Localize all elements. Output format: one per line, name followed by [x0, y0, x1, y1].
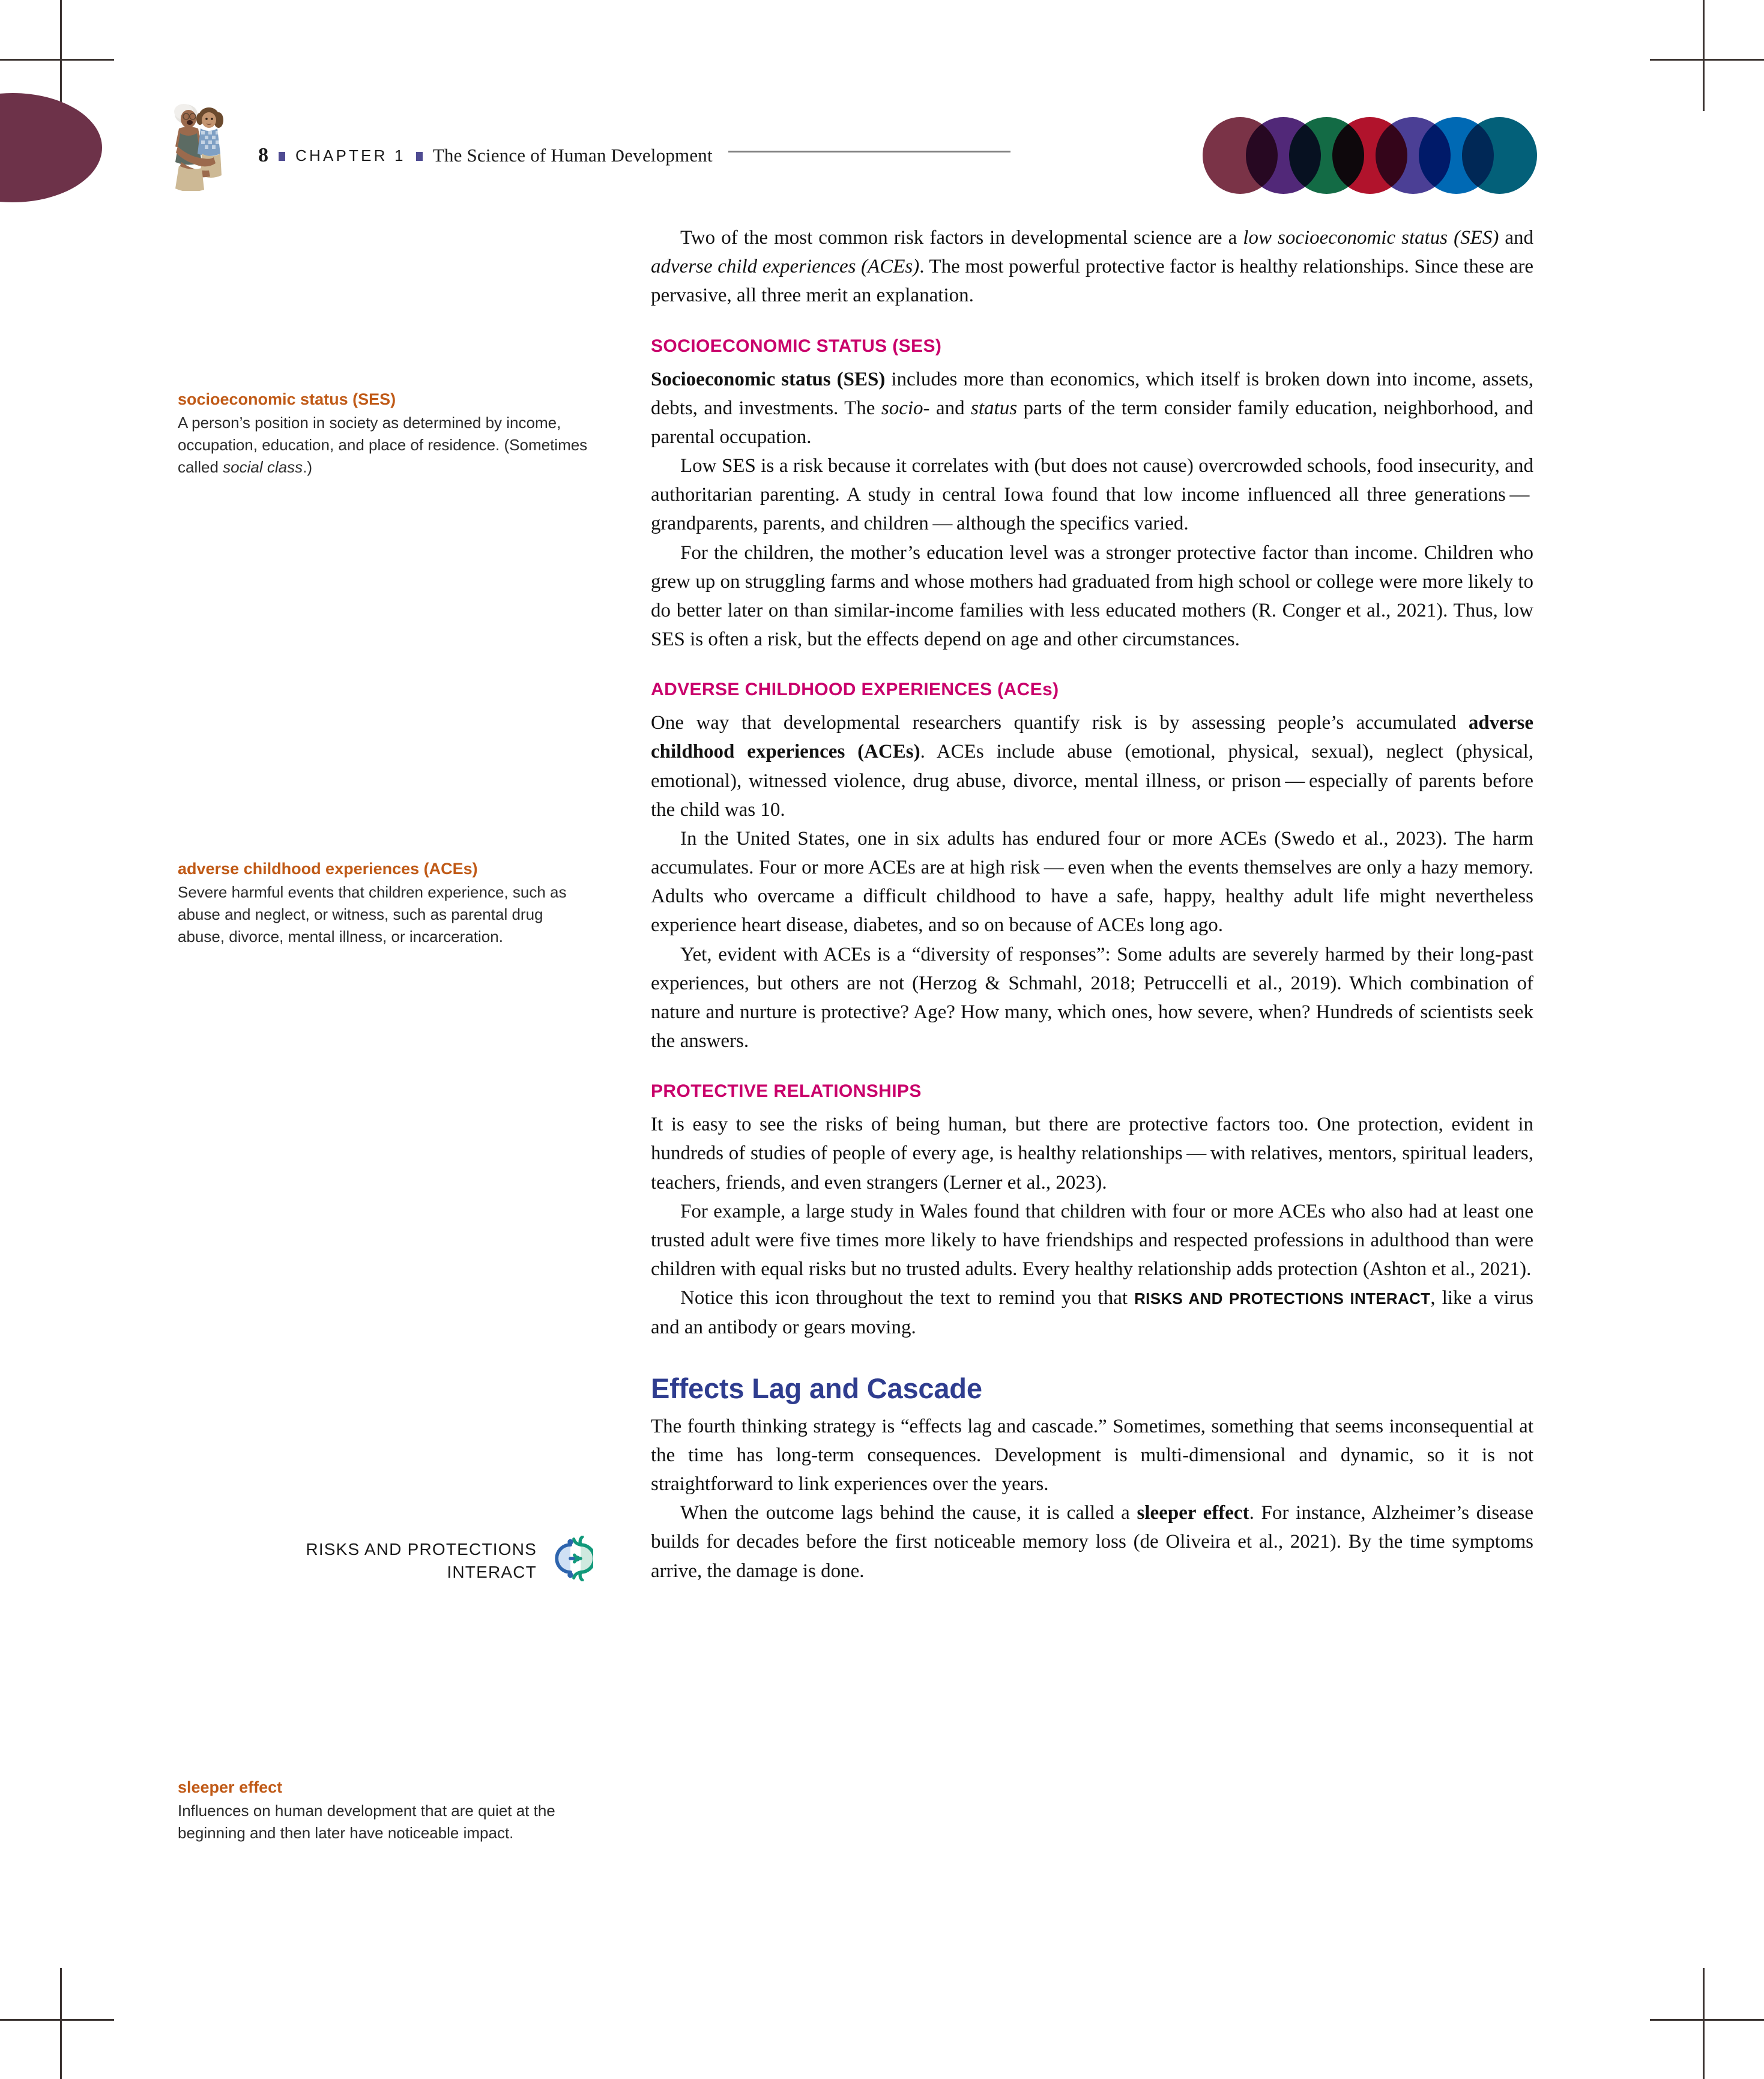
section-heading-socioeconomic-status: SOCIOECONOMIC STATUS (SES) — [651, 336, 942, 356]
section-heading-protective-relationships: PROTECTIVE RELATIONSHIPS — [651, 1081, 922, 1102]
paragraph-aces-1: One way that developmental researchers quantify risk is by assessing people’s accumulated adverse childhood experiences (ACEs). ACEs include abuse (emotional, physical, sexual), neglect (physical, emotional), witnessed violence, drug abuse, divorce, mental illness, or prison — especially of parents before the child was 10. — [651, 712, 1533, 821]
callout-label-line-1: RISKS AND PROTECTIONS — [306, 1540, 537, 1558]
header-square-right-icon — [416, 152, 423, 161]
header-dot-7 — [1462, 117, 1537, 194]
crop-mark-top-right-vertical — [1703, 0, 1705, 111]
header-photo-grandmother-and-child — [165, 101, 227, 191]
glossary-term: adverse childhood experiences (ACEs) — [178, 860, 478, 878]
paragraph-protective-1: It is easy to see the risks of being human, but there are protective factors too. One protection, evident in hundreds of studies of people of every age, is healthy relationships — with relatives, mentors, spiritual leaders, teachers, friends, and even strangers (Lerner et al., 2023). — [651, 1114, 1533, 1193]
header-maroon-blob — [0, 93, 102, 202]
glossary-term: sleeper effect — [178, 1778, 283, 1796]
paragraph-effects-2: When the outcome lags behind the cause, it is called a sleeper effect. For instance, Alzheimer’s disease builds for decades before the first noticeable memory loss (de Oliveira et al., 2021). By the time symptoms arrive, the damage is done. — [651, 1502, 1533, 1582]
crop-mark-top-right-horizontal — [1650, 59, 1764, 61]
header-square-left-icon — [279, 152, 285, 161]
crop-mark-top-left-horizontal — [0, 59, 114, 61]
crop-mark-top-left-vertical — [60, 0, 62, 111]
paragraph-ses-2: Low SES is a risk because it correlates with (but does not cause) overcrowded schools, food insecurity, and authoritarian parenting. A study in central Iowa found that low income influenced all three generations — grandparents, parents, and children — although the specifics varied. — [651, 455, 1533, 535]
glossary-definition: A person’s position in society as determined by income, occupation, education, and place of residence. (Sometimes called social class.) — [178, 414, 588, 476]
chapter-label: CHAPTER 1 — [295, 146, 406, 164]
glossary-definition: Influences on human development that are quiet at the beginning and then later have noticeable impact. — [178, 1802, 555, 1842]
major-heading-effects-lag-and-cascade: Effects Lag and Cascade — [651, 1372, 982, 1404]
risks-and-protections-interact-callout — [178, 1536, 593, 1584]
glossary-definition: Severe harmful events that children experience, such as abuse and neglect, or witness, such as parental drug abuse, divorce, mental illness, or incarceration. — [178, 883, 567, 946]
crop-mark-bottom-right-vertical — [1703, 1968, 1705, 2079]
body-column — [651, 223, 1533, 1586]
paragraph-ses-1: Socioeconomic status (SES) includes more than economics, which itself is broken down into income, assets, debts, and investments. The socio- and status parts of the term consider family education, neighborhood, and parental occupation. — [651, 368, 1533, 448]
crop-mark-bottom-left-vertical — [60, 1968, 62, 2079]
callout-label-line-2: INTERACT — [447, 1562, 537, 1581]
paragraph-intro: Two of the most common risk factors in developmental science are a low socioeconomic status (SES) and adverse child experiences (ACEs). The most powerful protective factor is healthy relationships. Since these are pervasive, all three merit an explanation. — [651, 227, 1534, 307]
page-number: 8 — [258, 144, 268, 166]
glossary-term: socioeconomic status (SES) — [178, 390, 396, 408]
paragraph-effects-1: The fourth thinking strategy is “effects lag and cascade.” Sometimes, something that seems inconsequential at the time has long-term consequences. Development is multi-dimensional and dynamic, so it is not straightforward to link experiences over the years. — [651, 1415, 1533, 1495]
callout-label — [306, 1536, 537, 1584]
header-rule — [728, 151, 1010, 152]
virus-antibody-interlock-icon — [548, 1536, 593, 1581]
header-dot-decoration — [1203, 117, 1539, 195]
crop-mark-bottom-left-horizontal — [0, 2019, 114, 2021]
glossary-entry-socioeconomic-status — [178, 389, 593, 478]
glossary-entry-sleeper-effect — [178, 1777, 593, 1844]
paragraph-aces-2: In the United States, one in six adults has endured four or more ACEs (Swedo et al., 2023). The harm accumulates. Four or more ACEs are at high risk — even when the events themselves are only a hazy memory. Adults who overcame a difficult childhood to have a safe, happy, healthy adult life might nevertheless experience heart disease, diabetes, and so on because of ACEs long ago. — [651, 827, 1533, 937]
glossary-entry-adverse-childhood-experiences — [178, 858, 593, 948]
running-head — [258, 144, 1010, 167]
paragraph-protective-2: For example, a large study in Wales found that children with four or more ACEs who also had at least one trusted adult were five times more likely to have friendships and respected professions in adulthood than were children with equal risks but no trusted adults. Every healthy relationship adds protection (Ashton et al., 2021). — [651, 1200, 1533, 1281]
section-heading-adverse-childhood-experiences: ADVERSE CHILDHOOD EXPERIENCES (ACEs) — [651, 680, 1059, 700]
paragraph-protective-3: Notice this icon throughout the text to remind you that RISKS AND PROTECTIONS INTERACT, like a virus and an antibody or gears moving. — [651, 1287, 1534, 1338]
paragraph-ses-3: For the children, the mother’s education level was a stronger protective factor than income. Children who grew up on struggling farms and whose mothers had graduated from high school or college were more likely to do better later on than similar-income families with less educated mothers (R. Conger et al., 2021). Thus, low SES is often a risk, but the effects depend on age and other circumstances. — [651, 542, 1533, 651]
crop-mark-bottom-right-horizontal — [1650, 2019, 1764, 2021]
chapter-title: The Science of Human Development — [432, 145, 713, 166]
paragraph-aces-3: Yet, evident with ACEs is a “diversity of responses”: Some adults are severely harmed by their long-past experiences, but others are not (Herzog & Schmahl, 2018; Petruccelli et al., 2019). Which combination of nature and nurture is protective? Age? How many, which ones, how severe, when? Hundreds of scientists seek the answers. — [651, 943, 1533, 1052]
